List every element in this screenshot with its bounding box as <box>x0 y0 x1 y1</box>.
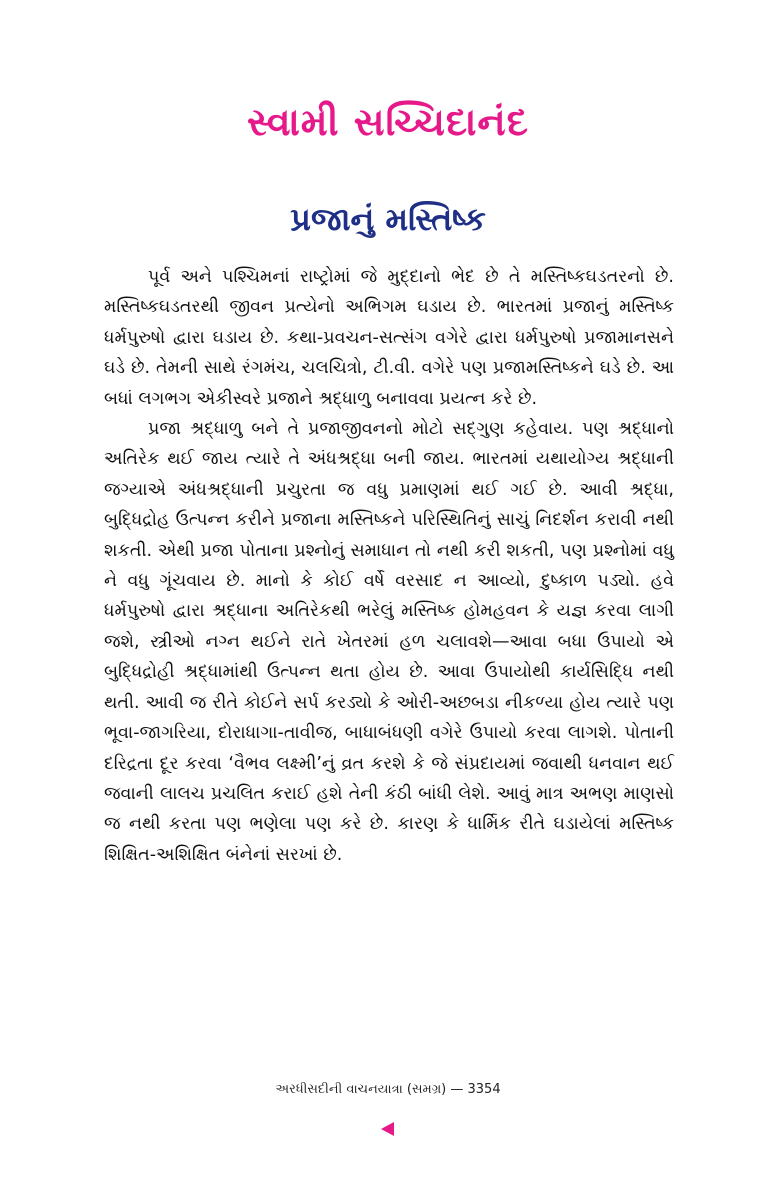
page-footer: અરધીસદીની વાચનયાત્રા (સમગ્ર) — 3354 <box>275 1082 501 1097</box>
previous-page-icon[interactable] <box>381 1122 394 1136</box>
article-title: પ્રજાનું મસ્તિષ્ક <box>290 200 486 238</box>
author-heading: સ્વામી સચ્ચિદાનંદ <box>247 100 529 144</box>
paragraph-2: પ્રજા શ્રદ્ધાળુ બને તે પ્રજાજીવનનો મોટો સદ્ગુણ કહેવાય. પણ શ્રદ્ધાનો અતિરેક થઈ જાય ત્યારે તે અંધશ્રદ્ધા બની જાય. ભારતમાં યથાયોગ્ય શ્રદ્ધાની જગ્યાએ અંધશ્રદ્ધાની પ્રચુરતા જ વધુ પ્રમાણમાં થઈ ગઈ છે. આવી શ્રદ્ધા, બુદ્ધિદ્રોહ ઉત્પન્ન કરીને પ્રજાના મસ્તિષ્કને પરિસ્થિતિનું સાચું નિદર્શન કરાવી નથી શકતી. એથી પ્રજા પોતાના પ્રશ્નોનું સમાધાન તો નથી કરી શકતી, પણ પ્રશ્નોમાં વધુ ને વધુ ગૂંચવાય છે. માનો કે કોઈ વર્ષે વરસાદ ન આવ્યો, દુષ્કાળ પડ્યો. હવે ધર્મપુરુષો દ્વારા શ્રદ્ધાના અતિરેકથી ભરેલું મસ્તિષ્ક હોમહવન કે યજ્ઞ કરવા લાગી જશે, સ્ત્રીઓ નગ્ન થઈને રાતે ખેતરમાં હળ ચલાવશે—આવા બધા ઉપાયો એ બુદ્ધિદ્રોહી શ્રદ્ધામાંથી ઉત્પન્ન થતા હોય છે. આવા ઉપાયોથી કાર્યસિદ્ધિ નથી થતી. આવી જ રીતે કોઈને સર્પ કરડ્યો કે ઓરી-અછબડા નીકળ્યા હોય ત્યારે પણ ભૂવા-જાગરિયા, દોરાધાગા-તાવીજ, બાધાબંધણી વગેરે ઉપાયો કરવા લાગશે. પોતાની દરિદ્રતા દૂર કરવા ‘વૈભવ લક્ષ્મી’નું વ્રત કરશે કે જે સંપ્રદાયમાં જવાથી ધનવાન થઈ જવાની લાલચ પ્રચલિત કરાઈ હશે તેની કંઠી બાંધી લેશે. આવું માત્ર અભણ માણસો જ નથી કરતા પણ ભણેલા પણ કરે છે. કારણ કે ધાર્મિક રીતે ઘડાયેલાં મસ્તિષ્ક શિક્ષિત-અશિક્ષિત બંનેનાં સરખાં છે. <box>104 419 674 865</box>
article-body <box>104 262 674 870</box>
paragraph-1: પૂર્વ અને પશ્ચિમનાં રાષ્ટ્રોમાં જે મુદ્દાનો ભેદ છે તે મસ્તિષ્કઘડતરનો છે. મસ્તિષ્કઘડતરથી જીવન પ્રત્યેનો અભિગમ ઘડાય છે. ભારતમાં પ્રજાનું મસ્તિષ્ક ધર્મપુરુષો દ્વારા ઘડાય છે. કથા-પ્રવચન-સત્સંગ વગેરે દ્વારા ધર્મપુરુષો પ્રજામાનસને ઘડે છે. તેમની સાથે રંગમંચ, ચલચિત્રો, ટી.વી. વગેરે પણ પ્રજામસ્તિષ્કને ઘડે છે. આ બધાં લગભગ એકીસ્વરે પ્રજાને શ્રદ્ધાળુ બનાવવા પ્રયત્ન કરે છે. <box>104 267 674 409</box>
